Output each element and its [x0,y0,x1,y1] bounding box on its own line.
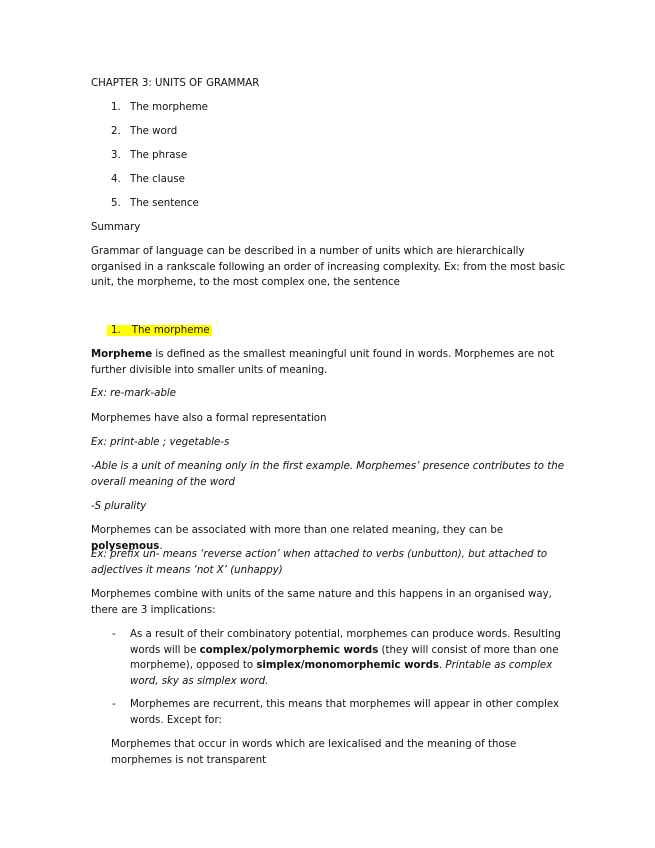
list-label: The word [130,126,178,137]
bullet-text-part: (they will consist of more than one morpheme), opposed to [130,644,559,672]
list-label: The morpheme [130,102,208,113]
example-remarkable: Ex: re-mark-able [91,388,177,399]
chapter-title: CHAPTER 3: UNITS OF GRAMMAR [91,78,260,89]
polysemous-text-after: . [159,540,163,552]
list-item [0,148,655,164]
list-number: 4. [111,174,121,185]
example-prefix-un: Ex: prefix un- means ‘reverse action’ when attached to verbs (unbutton), but attached to adjectives it means ‘not X’ (unhappy) [91,549,548,576]
final-paragraph: Morphemes that occur in words which are lexicalised and the meaning of those morphemes is not transparent [111,739,517,766]
list-item [0,196,655,212]
section-heading [107,323,212,339]
combine-paragraph: Morphemes combine with units of the same nature and this happens in an organised way, there are 3 implications: [91,589,552,616]
list-item [0,100,655,116]
bullet-text-part: As a result of their combinatory potential, morphemes can produce words. Resulting words will be [130,629,561,656]
definition-paragraph [91,347,567,378]
list-label: The sentence [130,198,199,209]
definition-text: is defined as the smallest meaningful unit found in words. Morphemes are not further divisible into smaller units of meaning. [91,349,555,376]
list-label: The phrase [130,150,188,161]
bullet-dash: - [112,629,116,640]
definition-term: Morpheme [91,349,153,360]
example-printable: Ex: print-able ; vegetable-s [91,437,230,448]
summary-heading: Summary [91,222,141,233]
formal-representation-text: Morphemes have also a formal representation [91,413,327,424]
polysemous-text-before: Morphemes can be associated with more than one related meaning, they can be [91,525,504,536]
list-number: 2. [111,126,121,137]
bullet-text-part: . [438,660,446,672]
bullet-text [130,627,567,689]
list-item [0,172,655,188]
summary-paragraph: Grammar of language can be described in a number of units which are hierarchically organised in a rankscale following an order of increasing complexity. Ex: from the most basic unit, the morpheme, to the most complex one, the sentence [91,246,566,289]
section-label: The morpheme [123,325,212,336]
able-note: -Able is a unit of meaning only in the first example. Morphemes’ presence contributes to the overall meaning of the word [91,461,564,488]
simplex-words-term: simplex/monomorphemic words [256,660,439,672]
list-item [0,124,655,140]
s-plurality-note: -S plurality [91,501,147,512]
list-number: 5. [111,198,121,209]
list-number: 1. [111,102,121,113]
list-label: The clause [130,174,185,185]
list-number: 3. [111,150,121,161]
polysemous-term: polysemous [91,540,160,552]
bullet-text: Morphemes are recurrent, this means that morphemes will appear in other complex words. Except for: [130,699,560,726]
complex-words-term: complex/polymorphemic words [199,644,379,656]
bullet-dash: - [112,699,116,710]
bullet-example: Printable as complex word, sky as simplex word. [130,660,553,687]
section-number: 1. [107,325,123,336]
